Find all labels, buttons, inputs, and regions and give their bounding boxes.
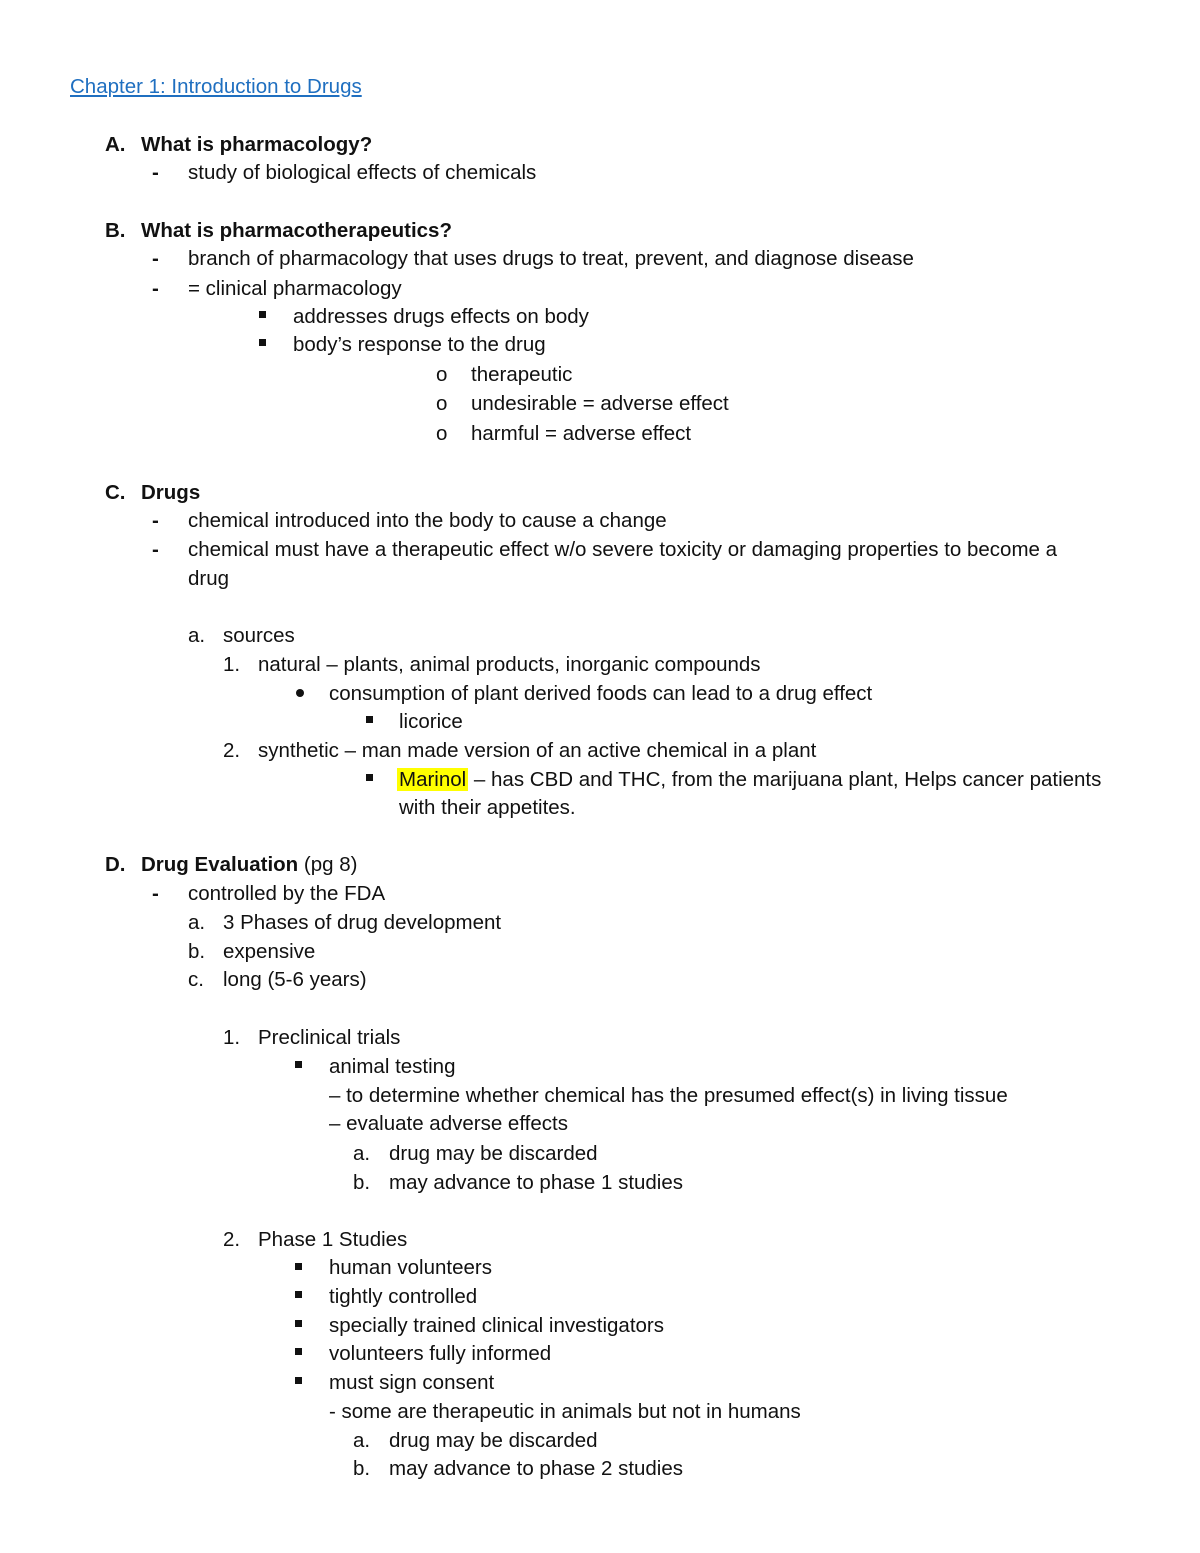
outcome-marker: a. <box>353 1142 371 1165</box>
natural-bullet: consumption of plant derived foods can lead to a drug effect <box>329 682 873 705</box>
dash-marker: - <box>152 538 159 561</box>
phase1-note: - some are therapeutic in animals but not in humans <box>329 1400 801 1423</box>
section-b-heading: What is pharmacotherapeutics? <box>141 219 452 242</box>
round-bullet-icon <box>296 689 304 697</box>
section-c-item: chemical introduced into the body to cause a change <box>188 509 667 532</box>
section-b-item: = clinical pharmacology <box>188 277 402 300</box>
letter-item: 3 Phases of drug development <box>223 911 502 934</box>
square-bullet-icon <box>366 716 373 723</box>
marinol-highlight: Marinol <box>399 768 467 791</box>
natural-source: natural – plants, animal products, inorganic compounds <box>258 653 761 676</box>
preclinical-label: Preclinical trials <box>258 1026 401 1049</box>
section-d-heading-line <box>141 852 357 878</box>
phase1-marker: 2. <box>223 1228 241 1251</box>
section-b-sub-item: addresses drugs effects on body <box>293 305 589 328</box>
dash-marker: - <box>152 247 159 270</box>
section-c-item-cont: drug <box>188 567 230 590</box>
section-d-item: controlled by the FDA <box>188 882 386 905</box>
marinol-description-cont: with their appetites. <box>399 796 576 819</box>
dash-marker: - <box>152 509 159 532</box>
square-bullet-icon <box>295 1348 302 1355</box>
circle-bullet-icon: o <box>436 363 448 386</box>
square-bullet-icon <box>295 1320 302 1327</box>
natural-sub-item: licorice <box>399 710 463 733</box>
sources-marker: a. <box>188 624 206 647</box>
outcome-item: may advance to phase 1 studies <box>389 1171 684 1194</box>
phase1-bullet: tightly controlled <box>329 1285 478 1308</box>
section-d-page-ref: (pg 8) <box>298 853 358 876</box>
chapter-title: Chapter 1: Introduction to Drugs <box>70 75 362 98</box>
phase1-label: Phase 1 Studies <box>258 1228 408 1251</box>
dash-marker: - <box>152 882 159 905</box>
section-b-item: branch of pharmacology that uses drugs to treat, prevent, and diagnose disease <box>188 247 914 270</box>
square-bullet-icon <box>295 1291 302 1298</box>
section-c-item: chemical must have a therapeutic effect w/o severe toxicity or damaging properties to become a <box>188 538 1058 561</box>
section-b-marker: B. <box>105 219 126 242</box>
synthetic-source: synthetic – man made version of an active chemical in a plant <box>258 739 817 762</box>
outcome-marker: b. <box>353 1171 371 1194</box>
outcome-item: drug may be discarded <box>389 1142 598 1165</box>
section-a-marker: A. <box>105 133 126 156</box>
square-bullet-icon <box>295 1263 302 1270</box>
preclinical-detail: – evaluate adverse effects <box>329 1112 568 1135</box>
section-b-subsub-item: therapeutic <box>471 363 573 386</box>
section-a-item: study of biological effects of chemicals <box>188 161 537 184</box>
outcome-marker: b. <box>353 1457 371 1480</box>
square-bullet-icon <box>259 311 266 318</box>
section-d-heading: Drug Evaluation <box>141 853 299 876</box>
phase1-bullet: specially trained clinical investigators <box>329 1314 664 1337</box>
square-bullet-icon <box>295 1377 302 1384</box>
section-b-sub-item: body’s response to the drug <box>293 333 546 356</box>
marinol-description: – has CBD and THC, from the marijuana plant, Helps cancer patients <box>468 768 1102 791</box>
synthetic-marker: 2. <box>223 739 241 762</box>
preclinical-marker: 1. <box>223 1026 241 1049</box>
outcome-marker: a. <box>353 1429 371 1452</box>
section-c-heading: Drugs <box>141 481 201 504</box>
phase1-bullet: volunteers fully informed <box>329 1342 552 1365</box>
section-b-subsub-item: undesirable = adverse effect <box>471 392 729 415</box>
circle-bullet-icon: o <box>436 392 448 415</box>
natural-marker: 1. <box>223 653 241 676</box>
section-c-marker: C. <box>105 481 126 504</box>
letter-marker: b. <box>188 940 206 963</box>
square-bullet-icon <box>366 774 373 781</box>
letter-marker: a. <box>188 911 206 934</box>
outcome-item: drug may be discarded <box>389 1429 598 1452</box>
preclinical-bullet: animal testing <box>329 1055 456 1078</box>
circle-bullet-icon: o <box>436 422 448 445</box>
section-d-marker: D. <box>105 853 126 876</box>
section-a-heading: What is pharmacology? <box>141 133 373 156</box>
preclinical-detail: – to determine whether chemical has the presumed effect(s) in living tissue <box>329 1084 1008 1107</box>
letter-item: expensive <box>223 940 316 963</box>
letter-marker: c. <box>188 968 204 991</box>
outcome-item: may advance to phase 2 studies <box>389 1457 684 1480</box>
phase1-bullet: human volunteers <box>329 1256 492 1279</box>
sources-label: sources <box>223 624 295 647</box>
marinol-line <box>397 767 1101 793</box>
section-b-subsub-item: harmful = adverse effect <box>471 422 692 445</box>
phase1-bullet: must sign consent <box>329 1371 495 1394</box>
square-bullet-icon <box>295 1061 302 1068</box>
square-bullet-icon <box>259 339 266 346</box>
dash-marker: - <box>152 161 159 184</box>
letter-item: long (5-6 years) <box>223 968 367 991</box>
dash-marker: - <box>152 277 159 300</box>
